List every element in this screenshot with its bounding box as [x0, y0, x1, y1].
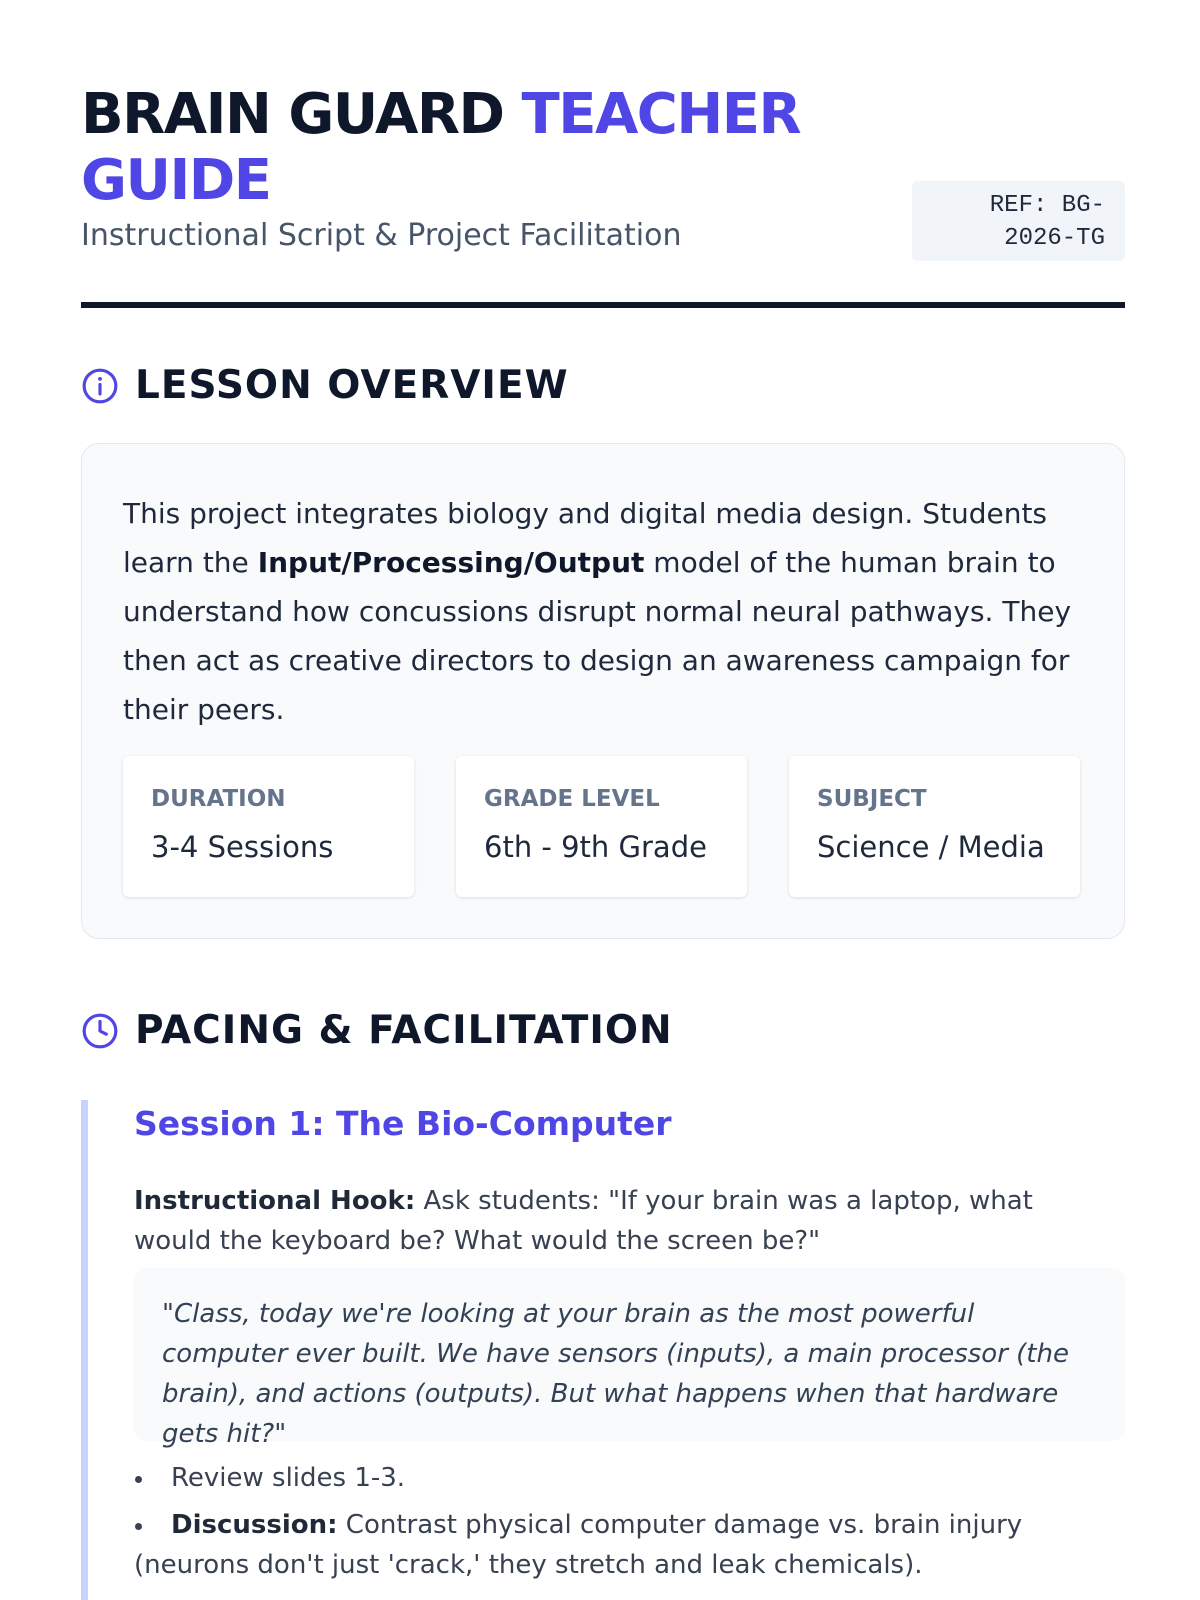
- lesson-overview-heading: [81, 363, 569, 408]
- stat-value: Science / Media: [817, 830, 1045, 864]
- session-activities-list: [134, 1458, 1114, 1592]
- title-main: BRAIN GUARD: [81, 82, 504, 147]
- stat-value: 6th - 9th Grade: [484, 830, 707, 864]
- overview-description: [123, 489, 1083, 734]
- overview-text-start: This project integrates biology and digital media design. Students learn the: [123, 497, 1048, 579]
- list-item: [134, 1458, 1114, 1498]
- page-subtitle: Instructional Script & Project Facilitation: [81, 218, 682, 253]
- session-title: Session 1: The Bio-Computer: [134, 1104, 672, 1143]
- list-item: [134, 1505, 1114, 1585]
- stat-label: SUBJECT: [817, 786, 927, 812]
- reference-badge: [912, 181, 1125, 261]
- bullet-text: Contrast physical computer damage vs. brain injury (neurons don't just 'crack,' they stretch and leak chemicals).: [134, 1510, 1023, 1580]
- page-title: [81, 82, 881, 214]
- stat-label: GRADE LEVEL: [484, 786, 660, 812]
- page-header: [81, 82, 1125, 306]
- hook-text: Ask students: "If your brain was a laptop, what would the keyboard be? What would the screen be?": [134, 1186, 1033, 1256]
- section-title: LESSON OVERVIEW: [135, 363, 569, 408]
- header-divider: [81, 302, 1125, 308]
- ref-line-2: 2026-TG: [1004, 225, 1105, 252]
- pacing-facilitation-heading: [81, 1008, 673, 1053]
- stat-label: DURATION: [151, 786, 286, 812]
- teacher-script-quote: "Class, today we're looking at your brain as the most powerful computer ever built. We have sensors (inputs), a main processor (the brain), and actions (outputs). But what happens when that hardware gets hit?": [134, 1268, 1125, 1441]
- stat-value: 3-4 Sessions: [151, 830, 334, 864]
- stat-card-grade-level: [456, 756, 747, 897]
- session-1-block: [81, 1100, 1125, 1600]
- hook-label: Instructional Hook:: [134, 1186, 416, 1216]
- info-icon: [81, 367, 119, 405]
- overview-text-end: model of the human brain to understand how concussions disrupt normal neural pathways. They then act as creative directors to design an awareness campaign for their peers.: [123, 546, 1072, 726]
- bullet-text: Review slides 1-3.: [171, 1463, 406, 1493]
- overview-card: [81, 443, 1125, 939]
- ref-line-1: REF: BG-: [989, 192, 1105, 219]
- title-accent-guide: GUIDE: [81, 148, 271, 213]
- instructional-hook: [134, 1181, 1114, 1261]
- overview-text-bold: Input/Processing/Output: [257, 546, 645, 579]
- clock-icon: [81, 1012, 119, 1050]
- stat-card-duration: [123, 756, 414, 897]
- title-accent-teacher: TEACHER: [521, 82, 801, 147]
- section-title: PACING & FACILITATION: [135, 1008, 673, 1053]
- bullet-bold: Discussion:: [171, 1510, 338, 1540]
- stat-card-subject: [789, 756, 1080, 897]
